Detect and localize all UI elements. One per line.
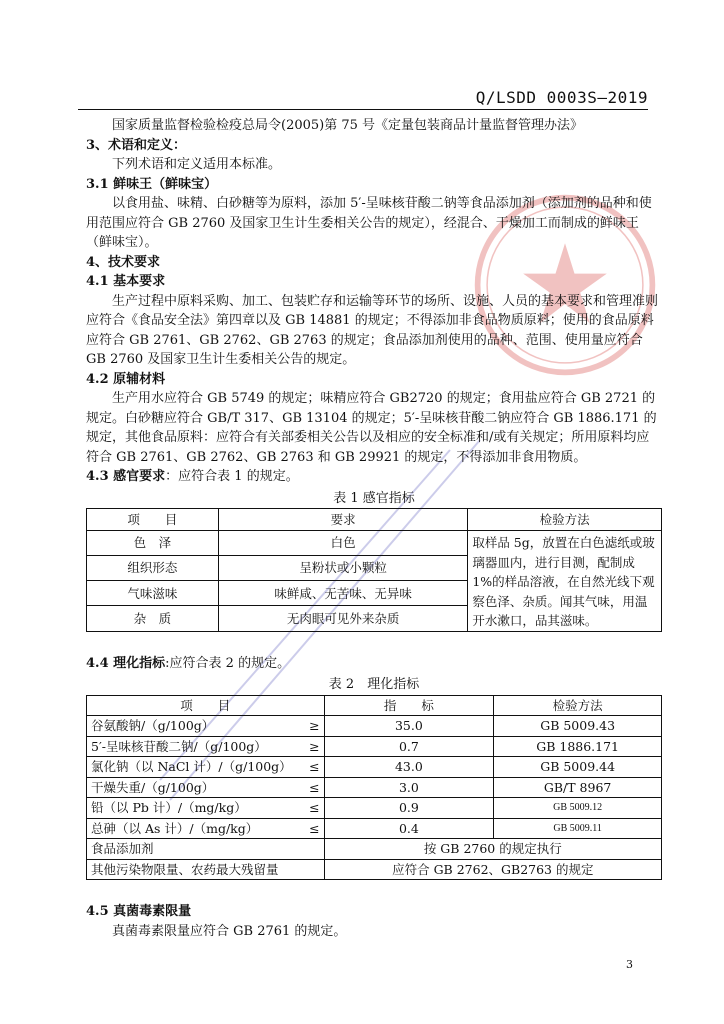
table-row (87, 716, 662, 737)
comparison-operator: ≤ (309, 820, 320, 836)
order-reference: 国家质量监督检验检疫总局令(2005)第 75 号《定量包装商品计量监督管理办法》 (112, 118, 584, 133)
comparison-operator: ≥ (309, 738, 320, 754)
table-cell-method: 取样品 5g，放置在白色滤纸或玻璃器皿内，进行目测，配制成 1%的样品溶液，在自然光线下观察色泽、杂质。闻其气味，用温开水漱口，品其滋味。 (468, 531, 662, 632)
table-cell-requirement: 无肉眼可见外来杂质 (218, 606, 468, 631)
table-cell-item (87, 736, 325, 757)
table-cell-value: 0.7 (324, 736, 494, 757)
table-cell-item: 其他污染物限量、农药最大残留量 (87, 859, 325, 880)
table-cell-value: 3.0 (324, 777, 494, 798)
section-4-4-line (86, 654, 662, 674)
table-cell-item (87, 716, 325, 737)
section-4-5-text: 真菌毒素限量应符合 GB 2761 的规定。 (112, 923, 347, 939)
table-2-caption: 表 2 理化指标 (328, 677, 420, 692)
table-cell-item: 色 泽 (87, 531, 219, 556)
section-4-2-text: 生产用水应符合 GB 5749 的规定；味精应符合 GB2720 的规定；食用盐应符合 GB 2721 的规定。白砂糖应符合 GB/T 317、GB 13104 的规定；5′-呈味核苷酸二钠应符合 GB 1886.171 的规定，其他食品原料：应符合有关部委相关公告以及相应的安全标准和/或有关规定；所用原料均应符合 GB 2761、GB 2762、GB 2763 和 GB 29921 的规定，不得添加非食用物质。 (86, 391, 657, 465)
table-header-row (87, 509, 662, 531)
comparison-operator: ≤ (309, 759, 320, 774)
section-4-2-title: 4.2 原辅材料 (86, 371, 166, 387)
item-label: 谷氨酸钠/（g/100g） (91, 718, 215, 733)
section-4-4-title: 4.4 理化指标 (86, 655, 166, 671)
comparison-operator: ≥ (309, 718, 320, 733)
comparison-operator: ≤ (309, 800, 320, 815)
table-cell-method: GB/T 8967 (494, 777, 662, 798)
table-cell-item: 食品添加剂 (87, 839, 325, 860)
item-label: 铅（以 Pb 计）/（mg/kg） (91, 800, 247, 815)
table-cell-value: 0.4 (324, 818, 494, 839)
section-3-1-text: 以食用盐、味精、白砂糖等为原料，添加 5′-呈味核苷酸二钠等食品添加剂（添加剂的品种和使用范围应符合 GB 2760 及国家卫生计生委相关公告的规定），经混合、干燥加工而制成的鲜味王（鲜味宝）。 (86, 196, 652, 250)
section-3-title: 3、术语和定义： (86, 137, 187, 153)
header-rule (78, 109, 648, 110)
table-row (87, 736, 662, 757)
table-cell-method: GB 5009.43 (494, 716, 662, 737)
table-header-item: 项 目 (87, 695, 325, 716)
page-number: 3 (626, 958, 633, 971)
table-cell-value: 应符合 GB 2762、GB2763 的规定 (324, 859, 661, 880)
section-3-1-title: 3.1 鲜味王（鲜味宝） (86, 176, 218, 192)
table-cell-method: GB 5009.11 (494, 818, 662, 839)
table-cell-method: GB 1886.171 (494, 736, 662, 757)
table-row (87, 757, 662, 778)
table-row (87, 531, 662, 556)
section-3-intro: 下列术语和定义适用本标准。 (112, 157, 282, 172)
section-4-5-title: 4.5 真菌毒素限量 (86, 904, 192, 919)
item-label: 干燥失重/（g/100g） (91, 779, 215, 795)
table-header-requirement: 要求 (218, 509, 468, 531)
table-row (87, 818, 662, 839)
table-cell-requirement: 白色 (218, 531, 468, 556)
document-number: Q/LSDD 0003S—2019 (475, 88, 648, 107)
table-cell-value: 按 GB 2760 的规定执行 (324, 839, 661, 860)
section-4-title: 4、技术要求 (86, 254, 161, 270)
table-cell-item: 组织形态 (87, 556, 219, 581)
item-label: 5′-呈味核苷酸二钠/（g/100g） (91, 738, 267, 754)
table-header-item: 项 目 (87, 509, 219, 531)
section-4-3-text: ：应符合表 1 的规定。 (165, 469, 299, 484)
table-cell-item (87, 777, 325, 798)
table-header-row (87, 695, 662, 716)
item-label: 氯化钠（以 NaCl 计）/（g/100g） (91, 759, 292, 774)
table-row (87, 859, 662, 880)
table-cell-item (87, 757, 325, 778)
table-cell-item (87, 818, 325, 839)
table-cell-value: 43.0 (324, 757, 494, 778)
table-cell-item (87, 798, 325, 819)
comparison-operator: ≤ (309, 779, 320, 795)
section-4-3-title: 4.3 感官要求 (86, 469, 166, 484)
document-body (86, 116, 662, 941)
sensory-table (86, 508, 662, 632)
table-cell-method: GB 5009.44 (494, 757, 662, 778)
table-header-index: 指 标 (324, 695, 494, 716)
table-row (87, 798, 662, 819)
table-header-method: 检验方法 (494, 695, 662, 716)
table-cell-item: 气味滋味 (87, 581, 219, 606)
table-cell-requirement: 味鲜咸、无苦味、无异味 (218, 581, 468, 606)
table-cell-value: 35.0 (324, 716, 494, 737)
table-row (87, 839, 662, 860)
table-1-caption: 表 1 感官指标 (333, 490, 415, 506)
table-cell-method: GB 5009.12 (494, 798, 662, 819)
physicochemical-table (86, 695, 662, 881)
section-4-1-text: 生产过程中原料采购、加工、包装贮存和运输等环节的场所、设施、人员的基本要求和管理准则应符合《食品安全法》第四章以及 GB 14881 的规定；不得添加非食品物质原料；使用的食品原料应符合 GB 2761、GB 2762、GB 2763 的规定；食品添加剂使用的品种、范围、使用量应符合 GB 2760 及国家卫生计生委相关公告的规定。 (86, 293, 659, 367)
section-4-4-text: :应符合表 2 的规定。 (165, 655, 291, 671)
item-label: 总砷（以 As 计）/（mg/kg） (91, 820, 259, 836)
table-cell-item: 杂 质 (87, 606, 219, 631)
section-4-3-line (86, 467, 662, 487)
table-header-method: 检验方法 (468, 509, 662, 531)
table-cell-value: 0.9 (324, 798, 494, 819)
table-row (87, 777, 662, 798)
section-4-1-title: 4.1 基本要求 (86, 274, 166, 289)
table-cell-requirement: 呈粉状或小颗粒 (218, 556, 468, 581)
